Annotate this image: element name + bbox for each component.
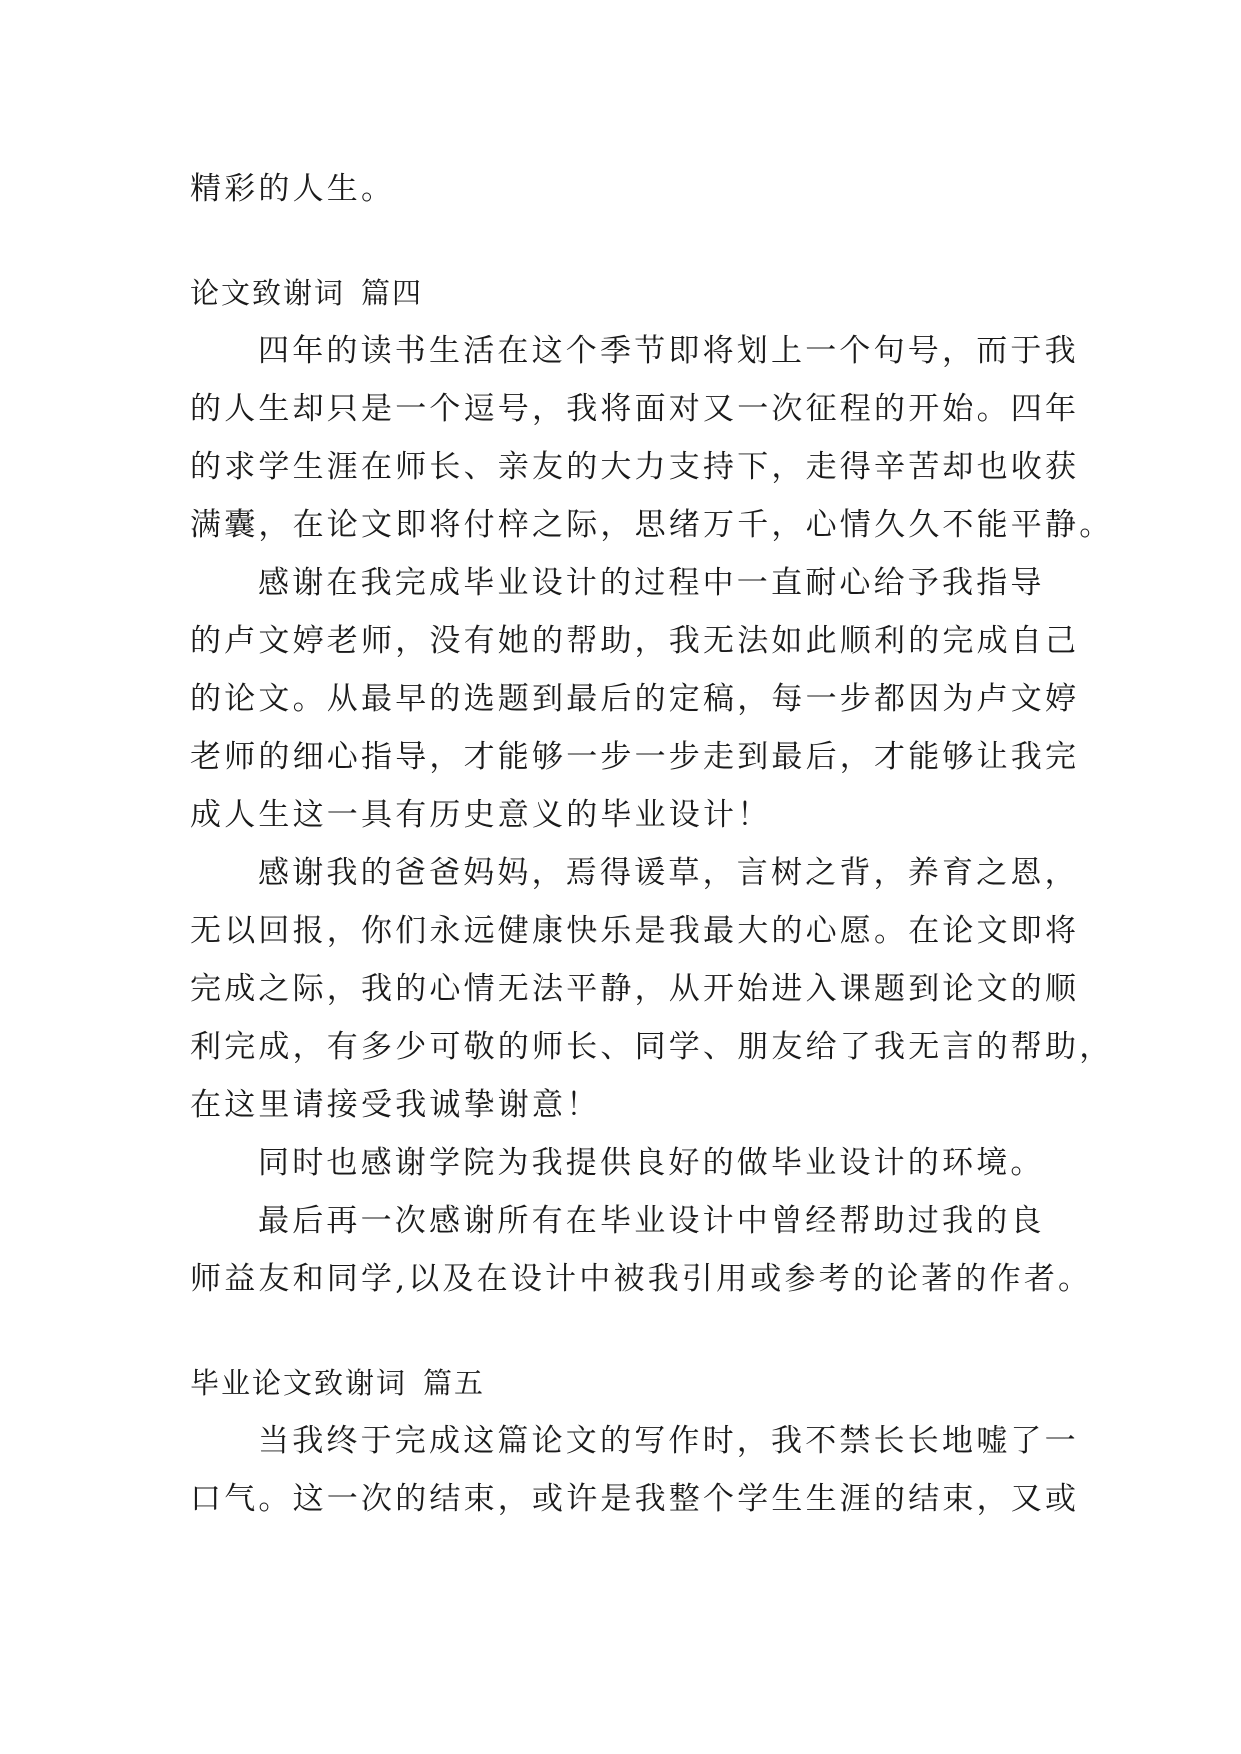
section-tag: 篇四 bbox=[361, 276, 424, 310]
section-heading-4 bbox=[190, 264, 1050, 322]
section-heading-5 bbox=[190, 1354, 1050, 1412]
section-gap bbox=[190, 1308, 1050, 1354]
text-line: 感谢在我完成毕业设计的过程中一直耐心给予我指导 bbox=[258, 565, 1045, 601]
text-line: 同时也感谢学院为我提供良好的做毕业设计的环境。 bbox=[258, 1145, 1045, 1181]
text-line: 在这里请接受我诚挚谢意！ bbox=[190, 1087, 601, 1123]
paragraph bbox=[190, 1192, 1093, 1308]
paragraph bbox=[190, 554, 1080, 844]
paragraph bbox=[190, 844, 1114, 1134]
text-line: 口气。这一次的结束，或许是我整个学生生涯的结束，又或 bbox=[190, 1481, 1080, 1517]
section-tag: 篇五 bbox=[423, 1366, 486, 1400]
text-line: 成人生这一具有历史意义的毕业设计！ bbox=[190, 797, 772, 833]
text-line: 老师的细心指导，才能够一步一步走到最后，才能够让我完 bbox=[190, 739, 1080, 775]
document-body bbox=[190, 160, 1114, 1528]
section-gap bbox=[190, 218, 1050, 264]
text-line: 完成之际，我的心情无法平静，从开始进入课题到论文的顺 bbox=[190, 971, 1080, 1007]
section-title: 毕业论文致谢词 bbox=[190, 1366, 408, 1400]
text-line: 四年的读书生活在这个季节即将划上一个句号，而于我 bbox=[258, 333, 1079, 369]
section-title: 论文致谢词 bbox=[190, 276, 346, 310]
text-line: 当我终于完成这篇论文的写作时，我不禁长长地嘘了一 bbox=[258, 1423, 1079, 1459]
paragraph bbox=[190, 1412, 1080, 1528]
text-line: 师益友和同学,以及在设计中被我引用或参考的论著的作者。 bbox=[190, 1261, 1093, 1297]
text-line: 满囊，在论文即将付梓之际，思绪万千，心情久久不能平静。 bbox=[190, 507, 1114, 543]
text-line: 感谢我的爸爸妈妈，焉得谖草，言树之背，养育之恩， bbox=[258, 855, 1079, 891]
text-line: 的卢文婷老师，没有她的帮助，我无法如此顺利的完成自己 bbox=[190, 623, 1080, 659]
text-line: 的人生却只是一个逗号，我将面对又一次征程的开始。四年 bbox=[190, 391, 1080, 427]
text-line: 利完成，有多少可敬的师长、同学、朋友给了我无言的帮助， bbox=[190, 1029, 1114, 1065]
text-line: 的求学生涯在师长、亲友的大力支持下，走得辛苦却也收获 bbox=[190, 449, 1080, 485]
paragraph bbox=[190, 322, 1114, 554]
paragraph bbox=[190, 1134, 1050, 1192]
text-line: 精彩的人生。 bbox=[190, 171, 396, 207]
text-line: 最后再一次感谢所有在毕业设计中曾经帮助过我的良 bbox=[258, 1203, 1045, 1239]
text-line: 的论文。从最早的选题到最后的定稿，每一步都因为卢文婷 bbox=[190, 681, 1080, 717]
paragraph-continuation bbox=[190, 160, 1050, 218]
text-line: 无以回报，你们永远健康快乐是我最大的心愿。在论文即将 bbox=[190, 913, 1080, 949]
